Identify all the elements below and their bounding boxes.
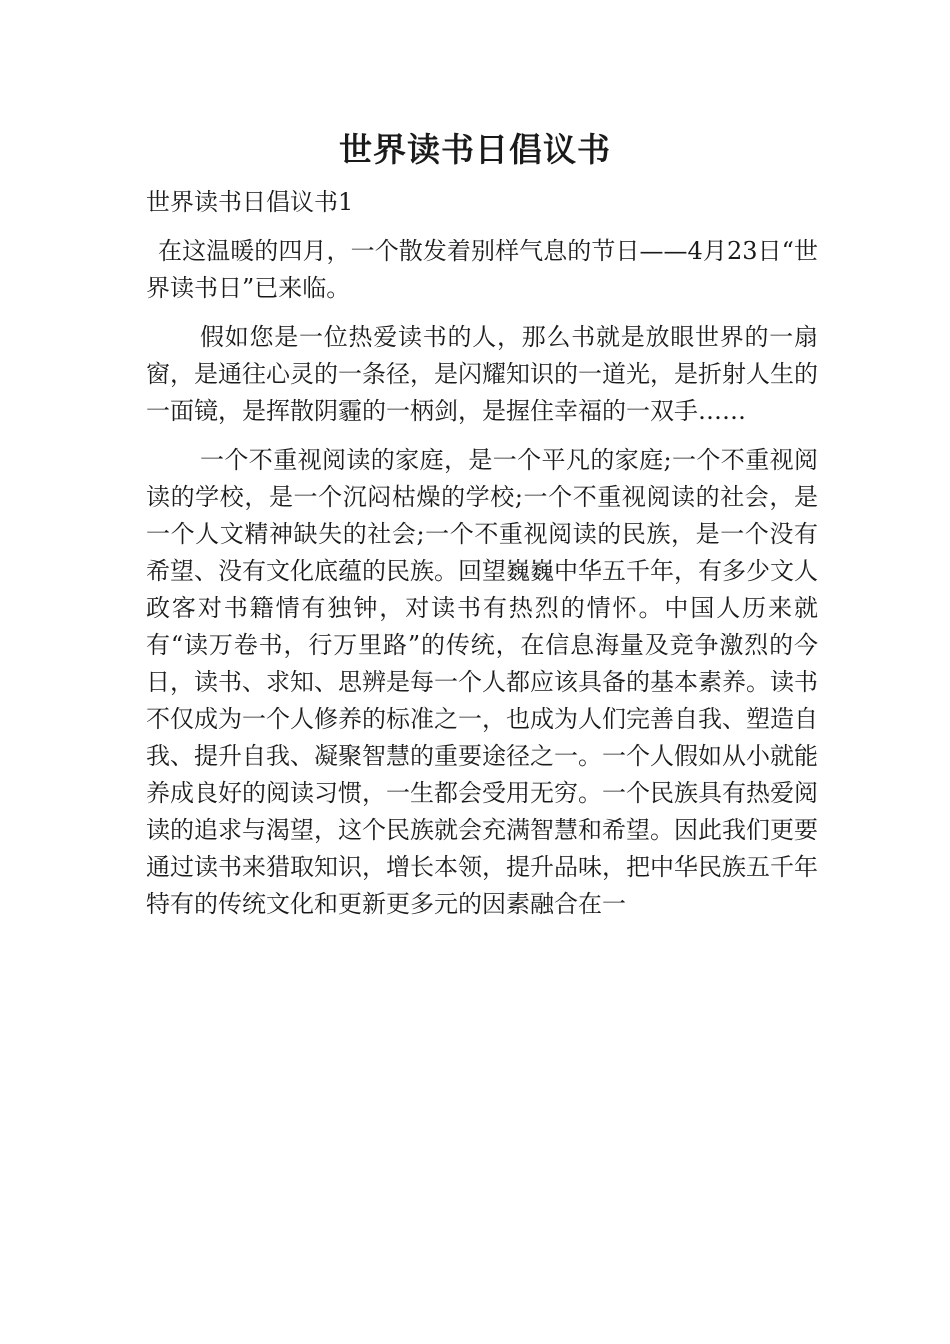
section-subheading: 世界读书日倡议书1 xyxy=(146,188,354,216)
document-title: 世界读书日倡议书 xyxy=(339,130,611,169)
paragraph-3: 一个不重视阅读的家庭，是一个平凡的家庭;一个不重视阅读的学校，是一个沉闷枯燥的学校;一个不重视阅读的社会，是一个人文精神缺失的社会;一个不重视阅读的民族，是一个没有希望、没有文化底蕴的民族。回望巍巍中华五千年，有多少文人政客对书籍情有独钟，对读书有热烈的情怀。中国人历来就有“读万卷书，行万里路”的传统，在信息海量及竞争激烈的今日，读书、求知、思辨是每一个人都应该具备的基本素养。读书不仅成为一个人修养的标准之一，也成为人们完善自我、塑造自我、提升自我、凝聚智慧的重要途径之一。一个人假如从小就能养成良好的阅读习惯，一生都会受用无穷。一个民族具有热爱阅读的追求与渴望，这个民族就会充满智慧和希望。因此我们更要通过读书来猎取知识，增长本领，提升品味，把中华民族五千年特有的传统文化和更新更多元的因素融合在一 xyxy=(146,446,818,918)
document-body xyxy=(146,184,818,935)
paragraph-1: 在这温暖的四月，一个散发着别样气息的节日——4月23日“世界读书日”已来临。 xyxy=(146,237,818,302)
paragraph-2: 假如您是一位热爱读书的人，那么书就是放眼世界的一扇窗，是通往心灵的一条径，是闪耀知识的一道光，是折射人生的一面镜，是挥散阴霾的一柄剑，是握住幸福的一双手…… xyxy=(146,323,818,425)
